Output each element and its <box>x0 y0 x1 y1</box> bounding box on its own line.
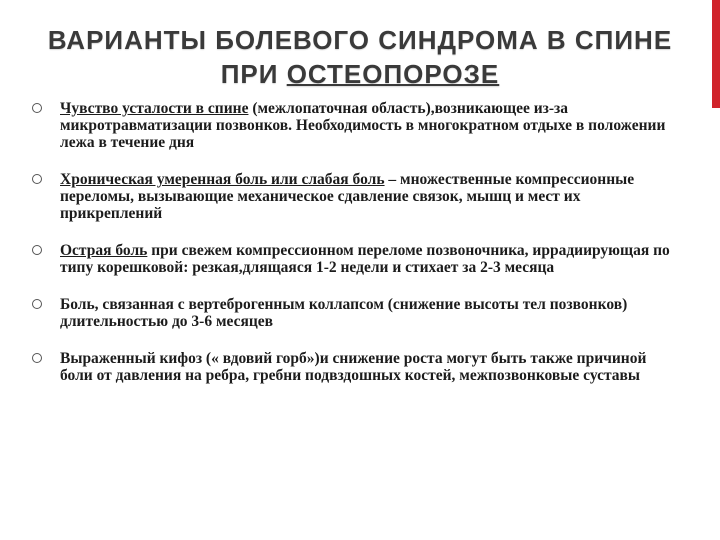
slide-title <box>20 23 700 91</box>
title-line-2 <box>20 57 700 91</box>
bullet-text: при свежем компрессионном переломе позвоночника, иррадиирующая по типу корешковой: резкая,длящаяся 1-2 недели и стихает за 2-3 месяца <box>60 242 670 276</box>
bullet-text: (межлопаточная область),возникающее из-за микротравматизации позвонков. Необходимость в многократном отдыхе в положении лежа в течение дня <box>60 100 666 151</box>
bullet-underlined-text: Острая боль <box>60 242 148 259</box>
title-line-1: ВАРИАНТЫ БОЛЕВОГО СИНДРОМА В СПИНЕ <box>47 25 673 56</box>
bullet-underlined-text: Чувство усталости в спине <box>60 100 249 117</box>
accent-bar <box>712 0 720 108</box>
bullet-underlined-text: Хроническая умеренная боль или слабая боль <box>60 171 385 188</box>
circle-outline-icon <box>32 299 42 309</box>
bullet-item <box>32 242 672 276</box>
bullet-list <box>32 100 672 384</box>
title-line-2-prefix: ПРИ <box>220 59 287 90</box>
bullet-text: Выраженный кифоз (« вдовий горб»)и снижение роста могут быть также причиной боли от давления на ребра, гребни подвздошных костей, межпозвонковые суставы <box>60 350 647 384</box>
circle-outline-icon <box>32 353 42 363</box>
bullet-item <box>32 296 672 330</box>
bullet-text: Боль, связанная с вертеброгенным коллапсом (снижение высоты тел позвонков) длительностью до 3-6 месяцев <box>60 296 628 330</box>
bullet-text: – множественные компрессионные переломы, вызывающие механическое сдавление связок, мышц и мест их прикреплений <box>60 171 635 222</box>
circle-outline-icon <box>32 245 42 255</box>
circle-outline-icon <box>32 103 42 113</box>
title-line-2-underlined: ОСТЕОПОРОЗЕ <box>286 59 500 90</box>
circle-outline-icon <box>32 174 42 184</box>
bullet-item <box>32 100 672 151</box>
bullet-item <box>32 171 672 222</box>
bullet-item <box>32 350 672 384</box>
